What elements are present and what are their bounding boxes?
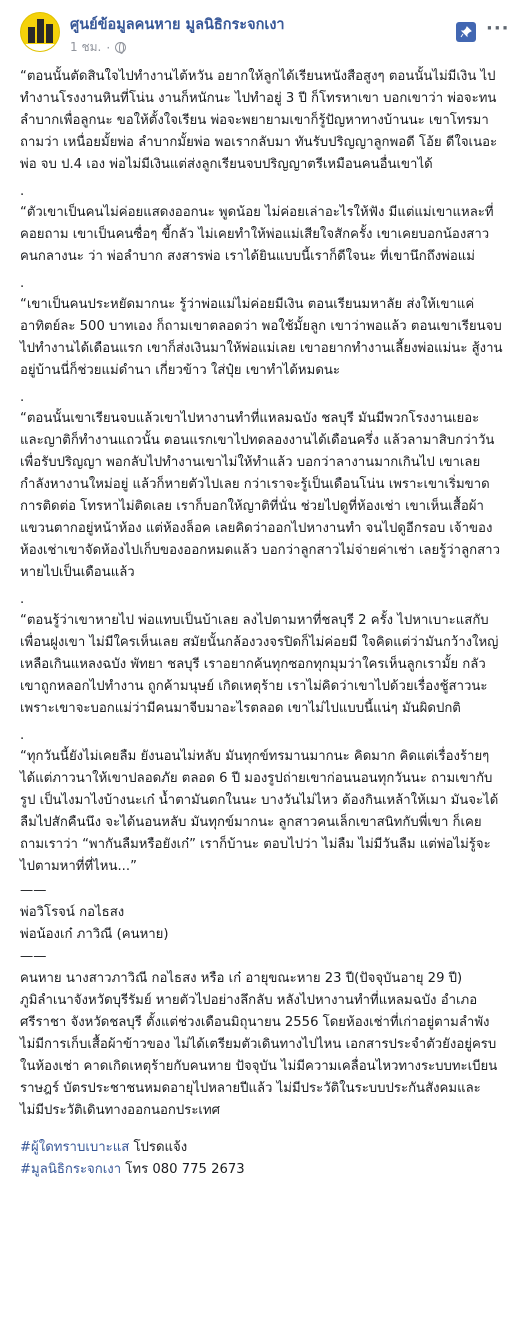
- page-avatar[interactable]: [20, 12, 60, 52]
- divider-line: ——: [20, 949, 47, 964]
- hashtag-link[interactable]: #ผู้ใดทราบเบาะแส: [20, 1140, 130, 1155]
- post-paragraph: “ตอนนั้นเขาเรียนจบแล้วเขาไปหางานทำที่แหลมฉบัง ชลบุรี มันมีพวกโรงงานเยอะ และญาติก็ทำงานแถวนั้น ตอนแรกเขาไปทดลองงานได้เดือนครึ่ง แล้วลามาสิบกว่าวันเพื่อรับปริญญา พอกลับไปทำงานเขาไม่ให้ทำแล้ว บอกว่าลางานมากเกินไป เขาเลยกำลังหางานใหม่อยู่ แล้วก็หายตัวไปเลย กว่าเราจะรู้เป็นเดือนโน่น เพราะเขาเริ่มขาดการติดต่อ โทรหาไม่ติดเลย เราก็บอกให้ญาติที่นั่น ช่วยไปดูที่ห้องเช่า เขาเห็นเสื้อผ้าแขวนตากอยู่หน้าห้อง แต่ห้องล็อค เลยคิดว่าออกไปหางานทำ จนไปดูอีกรอบ เจ้าของห้องเช่าเขาจัดห้องไปเก็บของออกหมดแล้ว บอกว่าลูกสาวไม่จ่ายค่าเช่า เลยรู้ว่าลูกสาวหายไปเป็นเดือนแล้ว: [20, 411, 500, 580]
- paragraph-separator: .: [20, 184, 25, 199]
- hashtag-trailing-text: โทร 080 775 2673: [121, 1162, 245, 1177]
- paragraph-separator: .: [20, 390, 25, 405]
- missing-person-details: คนหาย นางสาวภาวิณี กอไธสง หรือ เก๋ อายุขณะหาย 23 ปี(ปัจจุบันอายุ 29 ปี) ภูมิลำเนาจังหวัดบุรีรัมย์ หายตัวไปอย่างลึกลับ หลังไปหางานทำที่แหลมฉบัง อำเภอศรีราชา จังหวัดชลบุรี ตั้งแต่ช่วงเดือนมิถุนายน 2556 โดยห้องเช่าที่เก่าอยู่ตามลำพัง ไม่มีการเก็บเสื้อผ้าข้าวของ ไม่ได้เตรียมตัวเดินทางไปไหน เอกสารประจำตัวยังอยู่ครบในห้องเช่า คาดเกิดเหตุร้ายกับคนหาย ปัจจุบัน ไม่มีความเคลื่อนไหวทางระบบทะเบียนราษฎร์ บัตรประชาชนหมดอายุไปหลายปีแล้ว ไม่มีประวัติในระบบประกันสังคมและไม่มีประวัติเดินทางออกนอกประเทศ: [20, 971, 498, 1118]
- post-paragraph: “ตอนนั้นตัดสินใจไปทำงานไต้หวัน อยากให้ลูกได้เรียนหนังสือสูงๆ ตอนนั้นไม่มีเงิน ไปทำงานโรงงานหินที่โน่น งานก็หนักนะ ไปทำอยู่ 3 ปี ก็โทรหาเขา บอกเขาว่า พ่อจะทนลำบากเพื่อลูกนะ ขอให้ตั้งใจเรียน พ่อจะพยายามเขาก็รู้ปัญหาทางบ้านนะ เขาโทรมาถามว่า เหนื่อยมั้ยพ่อ ลำบากมั้ยพ่อ พอเรากลับมา ทันรับปริญญาลูกพอดี โอ้ย ดีใจเนอะ พ่อ จบ ป.4 เอง พ่อไม่มีเงินแต่ส่งลูกเรียนจบปริญญาตรีเหมือนคนอื่นเขาได้: [20, 69, 498, 172]
- paragraph-separator: .: [20, 728, 25, 743]
- hashtag-block: [20, 1137, 504, 1181]
- post-body: [20, 66, 504, 1181]
- pin-icon[interactable]: [456, 22, 476, 42]
- post-paragraph: “เขาเป็นคนประหยัดมากนะ รู้ว่าพ่อแม่ไม่ค่อยมีเงิน ตอนเรียนมหาลัย ส่งให้เขาแค่อาทิตย์ละ 500 บาทเอง ก็ถามเขาตลอดว่า พอใช้มั้ยลูก เขาว่าพอแล้ว ตอนเขาเรียนจบไปทำงานได้เดือนแรก เขาก็ส่งเงินมาให้พ่อแม่เลย เขาอยากทำงานเลี้ยงพ่อแม่นะ สู้งาน อยู่บ้านนี่ก็ช่วยแม่ดำนา เกี่ยวข้าว ใส่ปุ๋ย เขาทำได้หมดนะ: [20, 297, 503, 378]
- page-name-link[interactable]: ศูนย์ข้อมูลคนหาย มูลนิธิกระจกเงา: [70, 17, 285, 33]
- signature-relation: พ่อน้องเก๋ ภาวิณี (คนหาย): [20, 927, 169, 942]
- post-timestamp[interactable]: 1 ชม.: [70, 40, 102, 54]
- more-options-button[interactable]: ···: [486, 18, 510, 39]
- post-paragraph: “ทุกวันนี้ยังไม่เคยลืม ยังนอนไม่หลับ มันทุกข์ทรมานมากนะ คิดมาก คิดแต่เรื่องร้ายๆ ได้แต่ภาวนาให้เขาปลอดภัย ตลอด 6 ปี มองรูปถ่ายเขาก่อนนอนทุกวันนะ ถามเขากับรูป เป็นไงมาไงบ้างนะเก๋ น้ำตามันตกในนะ บางวันไม่ไหว ต้องกินเหล้าให้เมา มันจะได้ลืมไปสักคืนนึง จะได้นอนหลับ มันทุกข์มากนะ ลูกสาวคนเล็กเขาสนิทกับพี่เขา ก็เคยถามเราว่า “พากันลืมหรือยังเก๋” เราก็บ้านะ ตอบไปว่า ไม่ลืม ไม่มีวันลืม แต่พ่อไม่รู้จะไปตามหาที่ที่ไหน...”: [20, 749, 499, 874]
- signature-name: พ่อวิโรจน์ กอไธสง: [20, 905, 125, 920]
- post-header: [0, 0, 518, 64]
- hashtag-trailing-text: โปรดแจ้ง: [129, 1140, 188, 1155]
- post-meta: 1 ชม. ·: [70, 38, 126, 57]
- paragraph-separator: .: [20, 592, 25, 607]
- divider-line: ——: [20, 883, 47, 898]
- globe-icon: [115, 42, 126, 53]
- post-paragraph: “ตอนรู้ว่าเขาหายไป พ่อแทบเป็นบ้าเลย ลงไปตามหาที่ชลบุรี 2 ครั้ง ไปหาเบาะแสกับเพื่อนฝูงเขา ไม่มีใครเห็นเลย สมัยนั้นกล้องวงจรปิดก็ไม่ค่อยมี ใจคิดแต่ว่ามันกว้างใหญ่เหลือเกินแหลงฉบัง พัทยา ชลบุรี เราอยากค้นทุกซอกทุกมุมว่าใครเห็นลูกเรามั้ย กลัวเขาถูกหลอกไปทำงาน ถูกค้ามนุษย์ เกิดเหตุร้าย เราไม่คิดว่าเขาไปด้วยเรื่องชู้สาวนะ เพราะเขาจะบอกแม่ว่ามีคนมาจีบมาอะไรตลอด เขาไม่ไปแบบนี้แน่ๆ มันผิดปกติ: [20, 613, 499, 716]
- post-paragraph: “ตัวเขาเป็นคนไม่ค่อยแสดงออกนะ พูดน้อย ไม่ค่อยเล่าอะไรให้ฟัง มีแต่แม่เขาแหละที่คอยถาม เขาเป็นคนซื่อๆ ขี้กลัว ไม่เคยทำให้พ่อแม่เสียใจสักครั้ง เขาเคยบอกน้องสาวคนกลางนะ ว่า พ่อลำบาก สงสารพ่อ เราได้ยินแบบนี้เราก็ดีใจนะ ที่เขานึกถึงพ่อแม่: [20, 205, 494, 264]
- paragraph-separator: .: [20, 276, 25, 291]
- hashtag-link[interactable]: #มูลนิธิกระจกเงา: [20, 1162, 122, 1177]
